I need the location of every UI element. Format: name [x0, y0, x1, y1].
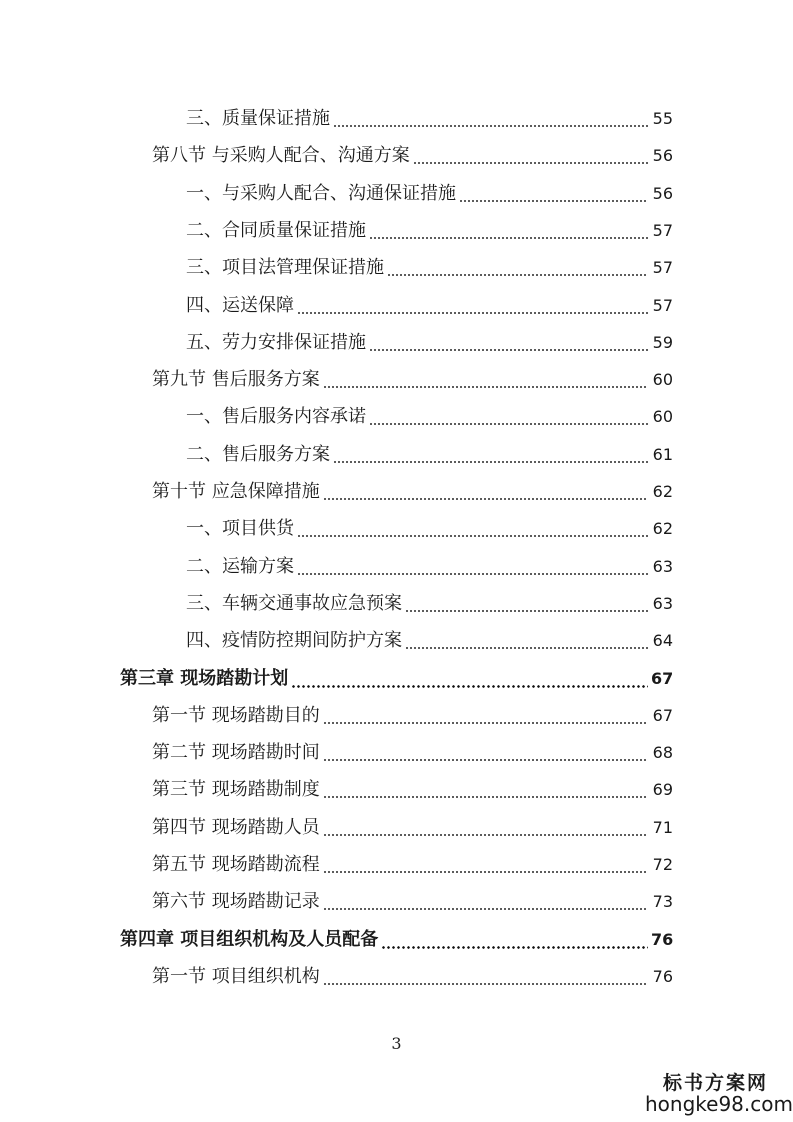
toc-entry-label: 一、售后服务内容承诺	[186, 406, 366, 427]
watermark-url: hongke98.com	[645, 1092, 793, 1116]
toc-subsection-entry[interactable]	[0, 552, 673, 582]
watermark-name: 标书方案网	[663, 1072, 769, 1094]
dot-leader	[369, 237, 648, 239]
toc-entry-label: 五、劳力安排保证措施	[186, 332, 366, 353]
toc-entry-page: 67	[652, 706, 673, 725]
toc-entry-page: 73	[652, 892, 673, 911]
toc-entry-page: 60	[652, 407, 673, 426]
toc-section-entry[interactable]	[0, 141, 673, 171]
toc-chapter-entry[interactable]	[0, 925, 673, 955]
toc-entry-page: 56	[652, 146, 673, 165]
toc-entry-label: 二、合同质量保证措施	[186, 220, 366, 241]
toc-entry-page: 55	[652, 109, 673, 128]
toc-entry-page: 62	[652, 482, 673, 501]
toc-section-entry[interactable]	[0, 887, 673, 917]
toc-chapter-entry[interactable]	[0, 664, 673, 694]
dot-leader	[333, 461, 648, 463]
toc-entry-page: 57	[652, 258, 673, 277]
toc-entry-label: 四、运送保障	[186, 295, 294, 316]
toc-entry-page: 59	[652, 333, 673, 352]
toc-subsection-entry[interactable]	[0, 626, 673, 656]
toc-entry-label: 三、车辆交通事故应急预案	[186, 593, 402, 614]
dot-leader	[381, 946, 648, 949]
dot-leader	[369, 349, 648, 351]
toc-subsection-entry[interactable]	[0, 216, 673, 246]
dot-leader	[323, 796, 648, 798]
toc-entry-label: 第三节 现场踏勘制度	[152, 779, 320, 800]
dot-leader	[323, 871, 648, 873]
toc-section-entry[interactable]	[0, 477, 673, 507]
toc-subsection-entry[interactable]	[0, 440, 673, 470]
dot-leader	[297, 573, 648, 575]
toc-entry-page: 69	[652, 780, 673, 799]
dot-leader	[323, 983, 648, 985]
toc-entry-label: 第六节 现场踏勘记录	[152, 891, 320, 912]
toc-entry-page: 57	[652, 296, 673, 315]
toc-section-entry[interactable]	[0, 738, 673, 768]
toc-subsection-entry[interactable]	[0, 402, 673, 432]
toc-section-entry[interactable]	[0, 962, 673, 992]
toc-subsection-entry[interactable]	[0, 514, 673, 544]
dot-leader	[323, 386, 648, 388]
toc-section-entry[interactable]	[0, 850, 673, 880]
toc-entry-page: 60	[652, 370, 673, 389]
toc-entry-label: 第一节 项目组织机构	[152, 966, 320, 987]
toc-section-entry[interactable]	[0, 365, 673, 395]
toc-entry-label: 第四节 现场踏勘人员	[152, 817, 320, 838]
page-number: 3	[391, 1034, 402, 1053]
toc-entry-label: 一、项目供货	[186, 518, 294, 539]
dot-leader	[459, 200, 648, 202]
toc-entry-page: 64	[652, 631, 673, 650]
toc-section-entry[interactable]	[0, 813, 673, 843]
toc-entry-label: 二、运输方案	[186, 556, 294, 577]
dot-leader	[323, 834, 648, 836]
toc-subsection-entry[interactable]	[0, 104, 673, 134]
dot-leader	[333, 125, 648, 127]
toc-entry-label: 第八节 与采购人配合、沟通方案	[152, 145, 410, 166]
toc-entry-label: 第九节 售后服务方案	[152, 369, 320, 390]
toc-section-entry[interactable]	[0, 775, 673, 805]
toc-entry-page: 76	[651, 930, 674, 949]
toc-entry-page: 71	[652, 818, 673, 837]
toc-entry-page: 63	[652, 594, 673, 613]
toc-entry-label: 第四章 项目组织机构及人员配备	[120, 929, 379, 950]
toc-subsection-entry[interactable]	[0, 253, 673, 283]
toc-entry-page: 63	[652, 557, 673, 576]
toc-section-entry[interactable]	[0, 701, 673, 731]
toc-entry-page: 61	[652, 445, 673, 464]
dot-leader	[405, 647, 648, 649]
dot-leader	[323, 908, 648, 910]
dot-leader	[413, 162, 648, 164]
dot-leader	[369, 423, 648, 425]
toc-entry-page: 62	[652, 519, 673, 538]
toc-entry-label: 第十节 应急保障措施	[152, 481, 320, 502]
toc-entry-page: 76	[652, 967, 673, 986]
toc-entry-page: 72	[652, 855, 673, 874]
toc-entry-page: 56	[652, 184, 673, 203]
dot-leader	[323, 498, 648, 500]
toc-entry-label: 第二节 现场踏勘时间	[152, 742, 320, 763]
toc-entry-page: 57	[652, 221, 673, 240]
dot-leader	[297, 312, 648, 314]
toc-subsection-entry[interactable]	[0, 291, 673, 321]
dot-leader	[323, 759, 648, 761]
toc-entry-label: 第三章 现场踏勘计划	[120, 668, 289, 689]
toc-entry-label: 一、与采购人配合、沟通保证措施	[186, 183, 456, 204]
toc-entry-label: 三、项目法管理保证措施	[186, 257, 384, 278]
toc-subsection-entry[interactable]	[0, 179, 673, 209]
toc-entry-page: 68	[652, 743, 673, 762]
dot-leader	[297, 535, 648, 537]
toc-entry-label: 第五节 现场踏勘流程	[152, 854, 320, 875]
toc-entry-label: 二、售后服务方案	[186, 444, 330, 465]
toc-entry-label: 三、质量保证措施	[186, 108, 330, 129]
toc-entry-page: 67	[651, 669, 674, 688]
toc-subsection-entry[interactable]	[0, 589, 673, 619]
toc-entry-label: 第一节 现场踏勘目的	[152, 705, 320, 726]
dot-leader	[323, 722, 648, 724]
dot-leader	[291, 685, 648, 688]
toc-entry-label: 四、疫情防控期间防护方案	[186, 630, 402, 651]
dot-leader	[405, 610, 648, 612]
toc-subsection-entry[interactable]	[0, 328, 673, 358]
dot-leader	[387, 274, 648, 276]
